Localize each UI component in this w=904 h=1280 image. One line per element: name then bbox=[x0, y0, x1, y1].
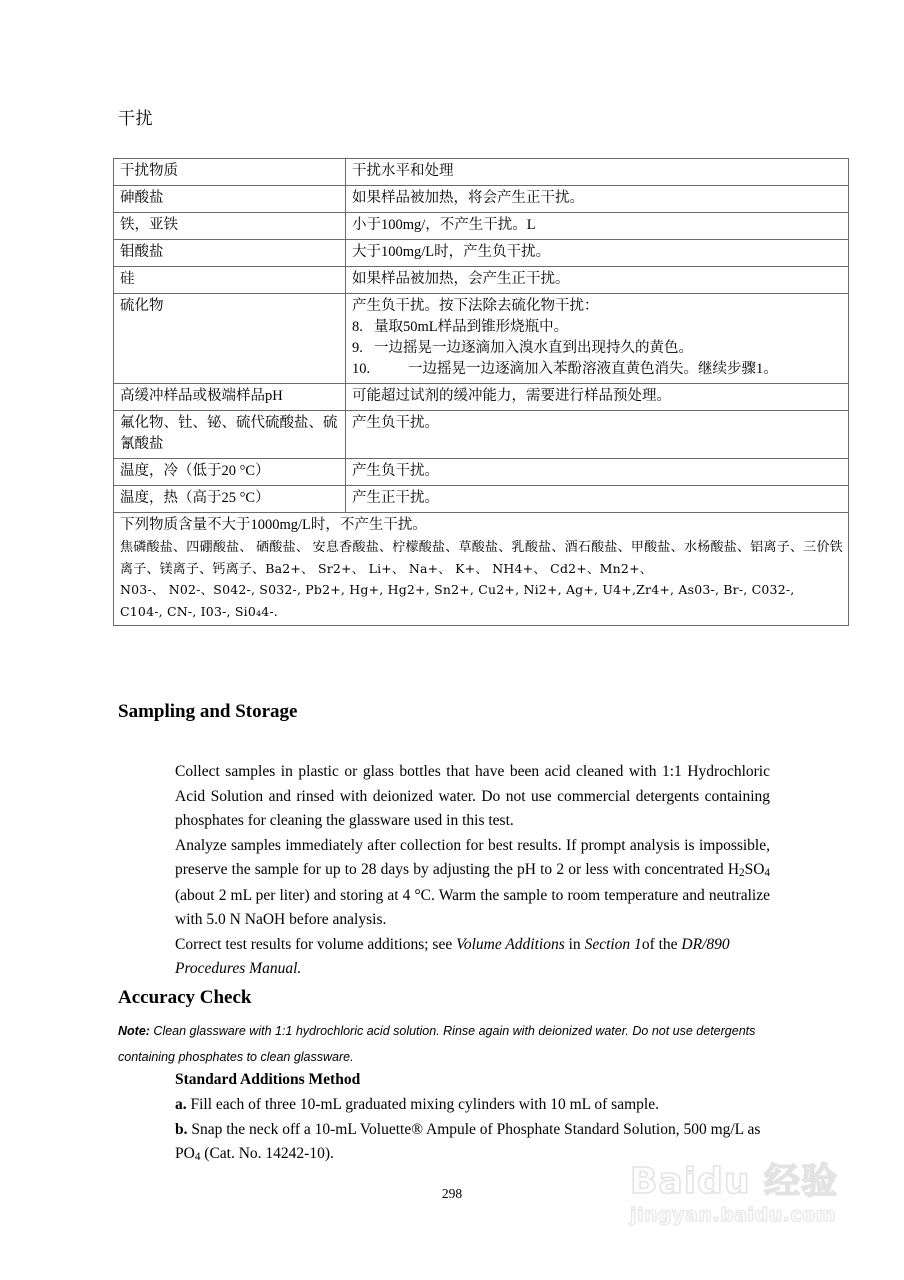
ion-list-line-3: C104-, CN-, I03-, Si0₄4-. bbox=[120, 603, 278, 619]
note-label: Note: bbox=[118, 1024, 150, 1038]
cell-substance-sulfide: 硫化物 bbox=[114, 294, 346, 384]
cell-level: 如果样品被加热，会产生正干扰。 bbox=[346, 267, 849, 294]
table-row bbox=[114, 486, 849, 513]
step-text: 一边摇晃一边逐滴加入苯酚溶液直黄色消失。继续步骤1。 bbox=[408, 361, 778, 377]
step-a bbox=[175, 1093, 770, 1118]
step-b-sub-4: 4 bbox=[194, 1151, 201, 1164]
table-row-sulfide bbox=[114, 294, 849, 384]
interference-table bbox=[113, 158, 849, 626]
step-b-text-part2: (Cat. No. 14242-10). bbox=[200, 1145, 334, 1162]
sulfide-step bbox=[352, 359, 843, 380]
step-number: 9. bbox=[352, 340, 363, 356]
para3-italic-volume-additions: Volume Additions bbox=[456, 935, 565, 953]
chinese-substance-list: 焦磷酸盐、四硼酸盐、 硒酸盐、 安息香酸盐、柠檬酸盐、草酸盐、乳酸盐、酒石酸盐、甲酸盐、水杨酸盐、铝离子、三价铁离子、镁离子、钙离子、 bbox=[120, 539, 843, 576]
paragraph-analyze-samples bbox=[175, 834, 770, 933]
para3-part3: of the bbox=[641, 935, 682, 953]
para3-part1: Correct test results for volume additions; see bbox=[175, 935, 457, 953]
step-a-text: Fill each of three 10-mL graduated mixing cylinders with 10 mL of sample. bbox=[186, 1096, 659, 1113]
para2-part2: SO bbox=[744, 861, 765, 878]
table-footer-row bbox=[114, 513, 849, 626]
para2-part3: (about 2 mL per liter) and storing at 4 °C. Warm the sample to room temperature and neutralize with 5.0 N NaOH before analysis. bbox=[175, 886, 770, 928]
sampling-storage-body bbox=[175, 760, 770, 982]
accuracy-check-note bbox=[118, 1018, 770, 1070]
table-row bbox=[114, 186, 849, 213]
paragraph-volume-additions bbox=[175, 933, 770, 982]
cell-substance: 氟化物、钍、铋、硫代硫酸盐、硫氰酸盐 bbox=[114, 411, 346, 459]
table-row bbox=[114, 213, 849, 240]
cell-substance: 高缓冲样品或极端样品pH bbox=[114, 384, 346, 411]
step-b-label: b. bbox=[175, 1120, 188, 1138]
cell-level-sulfide bbox=[346, 294, 849, 384]
heading-accuracy-check: Accuracy Check bbox=[118, 987, 252, 1008]
cell-level: 产生负干扰。 bbox=[346, 459, 849, 486]
cell-level: 可能超过试剂的缓冲能力，需要进行样品预处理。 bbox=[346, 384, 849, 411]
header-cell-substance: 干扰物质 bbox=[114, 159, 346, 186]
para3-part2: in bbox=[564, 935, 585, 953]
para2-part1: Analyze samples immediately after collection for best results. If prompt analysis is impossible, preserve the sample for up to 28 days by adjusting the pH to 2 or less with concentrated H bbox=[175, 836, 770, 878]
sulfide-intro: 产生负干扰。按下法除去硫化物干扰： bbox=[352, 298, 599, 314]
section-heading-interference: 干扰 bbox=[118, 109, 153, 128]
cell-level: 小于100mg/，不产生干扰。L bbox=[346, 213, 849, 240]
para3-italic-manual: DR/890 Procedures Manual. bbox=[175, 935, 730, 977]
cell-substance: 温度，热（高于25 °C） bbox=[114, 486, 346, 513]
heading-standard-additions-method: Standard Additions Method bbox=[175, 1071, 361, 1088]
cell-level: 产生正干扰。 bbox=[346, 486, 849, 513]
ion-list-line-2: N03-、 N02-、S042-, S032-, Pb2+, Hg+, Hg2+, Sn2+, Cu2+, Ni2+, Ag+, U4+,Zr4+, As03-, Br-, C032-, bbox=[120, 582, 795, 597]
ion-list-line-1: Ba2+、 Sr2+、 Li+、 Na+、 K+、 NH4+、 Cd2+、Mn2+、 bbox=[265, 560, 653, 576]
cell-substance: 温度，冷（低于20 °C） bbox=[114, 459, 346, 486]
note-text: Clean glassware with 1:1 hydrochloric acid solution. Rinse again with deionized water. Do not use detergents containing phosphates to clean glassware. bbox=[118, 1024, 756, 1064]
cell-level: 产生负干扰。 bbox=[346, 411, 849, 459]
table-row bbox=[114, 267, 849, 294]
step-text: 量取50mL样品到锥形烧瓶中。 bbox=[374, 319, 569, 335]
sulfide-step bbox=[352, 338, 843, 359]
table-row bbox=[114, 411, 849, 459]
step-number: 8. bbox=[352, 319, 363, 335]
table-row bbox=[114, 459, 849, 486]
cell-substance: 钼酸盐 bbox=[114, 240, 346, 267]
step-a-label: a. bbox=[175, 1096, 187, 1113]
cell-substance: 铁，亚铁 bbox=[114, 213, 346, 240]
page-number: 298 bbox=[441, 1186, 463, 1201]
cell-footer-note bbox=[114, 513, 849, 626]
step-text: 一边摇晃一边逐滴加入溴水直到出现持久的黄色。 bbox=[374, 340, 693, 356]
table-header-row bbox=[114, 159, 849, 186]
cell-substance: 砷酸盐 bbox=[114, 186, 346, 213]
cell-level: 如果样品被加热，将会产生正干扰。 bbox=[346, 186, 849, 213]
watermark-sub-text: jingyan.baidu.com bbox=[630, 1204, 836, 1226]
cell-substance: 硅 bbox=[114, 267, 346, 294]
footer-note-text: 下列物质含量不大于1000mg/L时，不产生干扰。 bbox=[120, 517, 427, 533]
step-b bbox=[175, 1118, 770, 1168]
ion-list-row-2 bbox=[120, 579, 843, 601]
step-number: 10. bbox=[352, 361, 371, 377]
baidu-watermark bbox=[630, 1162, 880, 1244]
cell-level: 大于100mg/L时，产生负干扰。 bbox=[346, 240, 849, 267]
sulfide-step bbox=[352, 317, 843, 338]
heading-sampling-and-storage: Sampling and Storage bbox=[118, 701, 298, 722]
step-b-text-part1: Snap the neck off a 10-mL Voluette® Ampule of Phosphate Standard Solution, 500 mg/L as PO bbox=[175, 1120, 761, 1162]
header-cell-level: 干扰水平和处理 bbox=[346, 159, 849, 186]
standard-additions-steps bbox=[175, 1093, 770, 1168]
table-row bbox=[114, 240, 849, 267]
watermark-main-text: Baidu 经验 bbox=[630, 1161, 839, 1202]
ion-list-row-3 bbox=[120, 601, 843, 623]
table-row bbox=[114, 384, 849, 411]
footer-substance-list bbox=[120, 536, 843, 579]
sulfide-step-list bbox=[352, 317, 843, 380]
para2-sub-4: 4 bbox=[764, 867, 770, 880]
para2-sub-2: 2 bbox=[739, 867, 745, 880]
para3-italic-section: Section 1 bbox=[584, 935, 642, 953]
paragraph-collect-samples: Collect samples in plastic or glass bottles that have been acid cleaned with 1:1 Hydrochloric Acid Solution and rinsed with deionized water. Do not use commercial detergents containing phosphates for cleaning the glassware used in this test. bbox=[175, 763, 770, 829]
